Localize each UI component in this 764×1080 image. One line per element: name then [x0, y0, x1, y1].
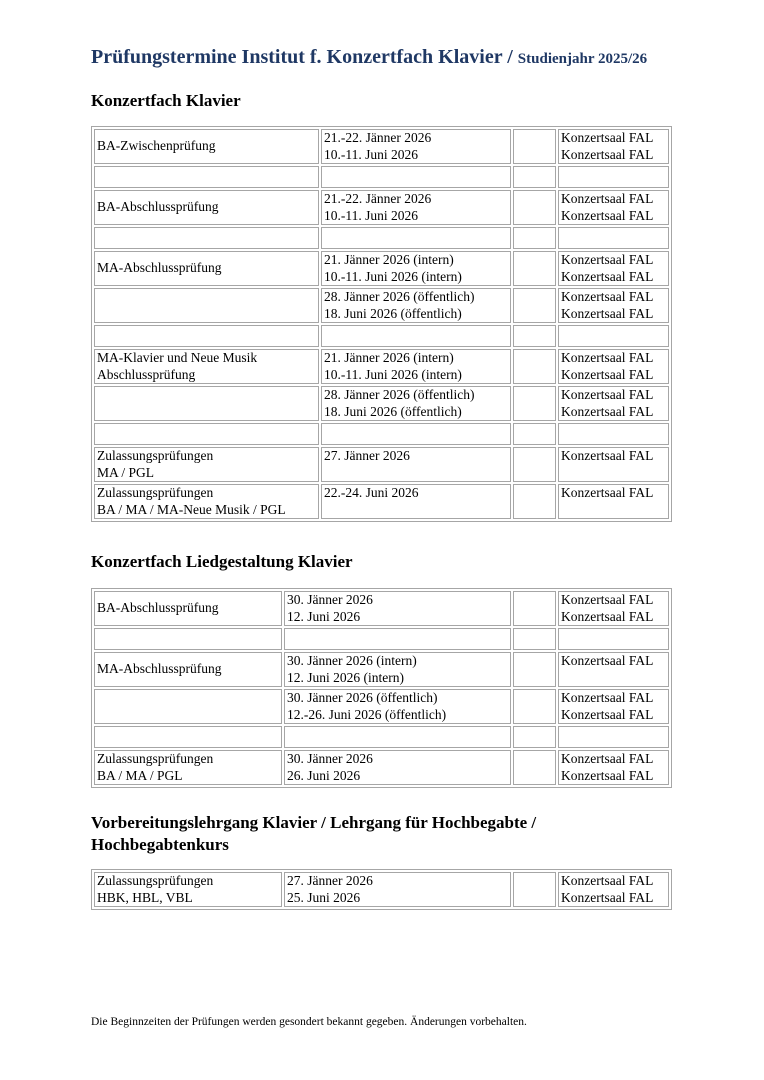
spacer-row — [94, 227, 669, 249]
exam-dates-cell — [321, 349, 511, 384]
exam-room-line: Konzertsaal FAL — [561, 592, 654, 607]
table-row — [94, 129, 669, 164]
exam-room-line: Konzertsaal FAL — [561, 448, 654, 463]
section-heading-liedgestaltung: Konzertfach Liedgestaltung Klavier — [91, 552, 353, 571]
table-row — [94, 689, 669, 724]
exam-name-line: BA / MA / PGL — [97, 767, 183, 783]
exam-name-cell — [94, 166, 319, 188]
exam-name-cell — [94, 386, 319, 421]
exam-dates-cell — [284, 652, 511, 687]
exam-date-line: 21. Jänner 2026 (intern) — [324, 350, 454, 365]
exam-room-line: Konzertsaal FAL — [561, 873, 654, 888]
exam-room-cell — [558, 227, 669, 249]
table-row — [94, 386, 669, 421]
empty-cell — [513, 591, 556, 626]
exam-name-line: Zulassungsprüfungen — [97, 485, 214, 500]
exam-name-line: Abschlussprüfung — [97, 366, 196, 382]
table-row — [94, 484, 669, 519]
exam-date-line: 18. Juni 2026 (öffentlich) — [324, 305, 462, 321]
spacer-row — [94, 726, 669, 748]
exam-name-cell — [94, 652, 282, 687]
exam-dates-cell — [284, 591, 511, 626]
exam-room-line: Konzertsaal FAL — [561, 252, 654, 267]
exam-name-line: MA-Abschlussprüfung — [97, 260, 222, 276]
exam-room-line: Konzertsaal FAL — [561, 350, 654, 365]
empty-cell — [513, 726, 556, 748]
exam-date-line: 12. Juni 2026 (intern) — [287, 669, 404, 685]
empty-cell — [513, 689, 556, 724]
empty-cell — [513, 386, 556, 421]
exam-date-line: 28. Jänner 2026 (öffentlich) — [324, 387, 475, 402]
exam-dates-cell — [284, 872, 511, 907]
footer-note: Die Beginnzeiten der Prüfungen werden gesondert bekannt gegeben. Änderungen vorbehalten. — [91, 1016, 527, 1028]
exam-name-cell — [94, 349, 319, 384]
exam-date-line: 21.-22. Jänner 2026 — [324, 191, 432, 206]
exam-name-cell — [94, 689, 282, 724]
exam-dates-cell — [321, 166, 511, 188]
exam-room-line: Konzertsaal FAL — [561, 305, 654, 321]
exam-date-line: 28. Jänner 2026 (öffentlich) — [324, 289, 475, 304]
spacer-row — [94, 628, 669, 650]
exam-room-line: Konzertsaal FAL — [561, 767, 654, 783]
exam-name-line: BA-Abschlussprüfung — [97, 199, 219, 215]
table-row — [94, 251, 669, 286]
exam-date-line: 21. Jänner 2026 (intern) — [324, 252, 454, 267]
exam-room-cell — [558, 750, 669, 785]
spacer-row — [94, 166, 669, 188]
table-row — [94, 652, 669, 687]
empty-cell — [513, 484, 556, 519]
empty-cell — [513, 872, 556, 907]
exam-date-line: 30. Jänner 2026 — [287, 751, 373, 766]
exam-room-line: Konzertsaal FAL — [561, 289, 654, 304]
exam-room-line: Konzertsaal FAL — [561, 751, 654, 766]
exam-room-line: Konzertsaal FAL — [561, 653, 654, 668]
empty-cell — [513, 288, 556, 323]
exam-dates-cell — [321, 484, 511, 519]
exam-dates-cell — [321, 325, 511, 347]
exam-room-line: Konzertsaal FAL — [561, 706, 654, 722]
exam-name-line: MA-Abschlussprüfung — [97, 661, 222, 677]
exam-date-line: 21.-22. Jänner 2026 — [324, 130, 432, 145]
empty-cell — [513, 652, 556, 687]
empty-cell — [513, 349, 556, 384]
exam-room-line: Konzertsaal FAL — [561, 207, 654, 223]
exam-name-cell — [94, 484, 319, 519]
exam-date-line: 26. Juni 2026 — [287, 767, 361, 783]
exam-dates-cell — [321, 386, 511, 421]
empty-cell — [513, 227, 556, 249]
exam-dates-cell — [284, 628, 511, 650]
empty-cell — [513, 750, 556, 785]
exam-dates-cell — [284, 750, 511, 785]
table-row — [94, 190, 669, 225]
empty-cell — [513, 628, 556, 650]
exam-name-cell — [94, 447, 319, 482]
exam-table-konzertfach-klavier — [91, 126, 672, 522]
exam-name-line: BA-Abschlussprüfung — [97, 600, 219, 616]
exam-date-line: 10.-11. Juni 2026 (intern) — [324, 366, 462, 382]
exam-date-line: 12. Juni 2026 — [287, 608, 361, 624]
table-row — [94, 750, 669, 785]
exam-room-line: Konzertsaal FAL — [561, 889, 654, 905]
title-main: Prüfungstermine Institut f. Konzertfach Klavier / — [91, 46, 518, 68]
exam-room-cell — [558, 447, 669, 482]
exam-date-line: 10.-11. Juni 2026 (intern) — [324, 268, 462, 284]
exam-name-cell — [94, 750, 282, 785]
table-row — [94, 591, 669, 626]
exam-name-cell — [94, 726, 282, 748]
exam-room-cell — [558, 872, 669, 907]
exam-date-line: 25. Juni 2026 — [287, 889, 361, 905]
exam-room-line: Konzertsaal FAL — [561, 268, 654, 284]
exam-room-line: Konzertsaal FAL — [561, 690, 654, 705]
exam-table-liedgestaltung — [91, 588, 672, 788]
empty-cell — [513, 129, 556, 164]
exam-dates-cell — [321, 447, 511, 482]
exam-room-cell — [558, 166, 669, 188]
exam-date-line: 30. Jänner 2026 — [287, 592, 373, 607]
exam-room-cell — [558, 349, 669, 384]
exam-room-cell — [558, 652, 669, 687]
exam-name-line: Zulassungsprüfungen — [97, 873, 214, 888]
section-heading-vorbereitungslehrgang: Vorbereitungslehrgang Klavier / Lehrgang für Hochbegabte / Hochbegabtenkurs — [91, 813, 537, 854]
section-heading-konzertfach-klavier: Konzertfach Klavier — [91, 91, 241, 110]
exam-name-cell — [94, 591, 282, 626]
exam-name-line: BA-Zwischenprüfung — [97, 138, 216, 154]
exam-room-cell — [558, 251, 669, 286]
exam-room-cell — [558, 325, 669, 347]
exam-date-line: 10.-11. Juni 2026 — [324, 207, 418, 223]
exam-dates-cell — [321, 190, 511, 225]
exam-name-cell — [94, 288, 319, 323]
exam-room-line: Konzertsaal FAL — [561, 191, 654, 206]
exam-name-line: MA / PGL — [97, 464, 155, 480]
exam-dates-cell — [321, 129, 511, 164]
table-row — [94, 288, 669, 323]
exam-name-cell — [94, 227, 319, 249]
spacer-row — [94, 423, 669, 445]
exam-room-cell — [558, 591, 669, 626]
empty-cell — [513, 190, 556, 225]
exam-room-line: Konzertsaal FAL — [561, 130, 654, 145]
exam-name-cell — [94, 190, 319, 225]
exam-room-cell — [558, 726, 669, 748]
exam-room-cell — [558, 190, 669, 225]
exam-room-cell — [558, 386, 669, 421]
spacer-row — [94, 325, 669, 347]
exam-dates-cell — [284, 726, 511, 748]
exam-room-line: Konzertsaal FAL — [561, 146, 654, 162]
table-row — [94, 447, 669, 482]
empty-cell — [513, 325, 556, 347]
exam-date-line: 12.-26. Juni 2026 (öffentlich) — [287, 706, 447, 722]
exam-room-line: Konzertsaal FAL — [561, 387, 654, 402]
exam-name-line: Zulassungsprüfungen — [97, 751, 214, 766]
exam-name-cell — [94, 325, 319, 347]
exam-name-line: MA-Klavier und Neue Musik — [97, 350, 258, 365]
exam-date-line: 27. Jänner 2026 — [287, 873, 373, 888]
exam-date-line: 22.-24. Juni 2026 — [324, 485, 419, 500]
exam-table-vorbereitungslehrgang — [91, 869, 672, 910]
exam-room-line: Konzertsaal FAL — [561, 485, 654, 500]
exam-room-cell — [558, 689, 669, 724]
exam-name-line: HBK, HBL, VBL — [97, 889, 193, 905]
exam-name-cell — [94, 628, 282, 650]
exam-name-cell — [94, 129, 319, 164]
table-row — [94, 872, 669, 907]
exam-room-cell — [558, 129, 669, 164]
exam-name-line: BA / MA / MA-Neue Musik / PGL — [97, 501, 286, 517]
exam-name-line: Zulassungsprüfungen — [97, 448, 214, 463]
exam-date-line: 27. Jänner 2026 — [324, 448, 410, 463]
exam-date-line: 30. Jänner 2026 (intern) — [287, 653, 417, 668]
empty-cell — [513, 447, 556, 482]
empty-cell — [513, 423, 556, 445]
table-row — [94, 349, 669, 384]
exam-date-line: 18. Juni 2026 (öffentlich) — [324, 403, 462, 419]
exam-date-line: 30. Jänner 2026 (öffentlich) — [287, 690, 438, 705]
exam-room-line: Konzertsaal FAL — [561, 366, 654, 382]
exam-room-cell — [558, 423, 669, 445]
title-academic-year: Studienjahr 2025/26 — [517, 51, 648, 67]
exam-date-line: 10.-11. Juni 2026 — [324, 146, 418, 162]
page-title — [91, 46, 647, 69]
exam-room-cell — [558, 484, 669, 519]
exam-name-cell — [94, 423, 319, 445]
exam-dates-cell — [321, 288, 511, 323]
exam-dates-cell — [321, 251, 511, 286]
exam-room-line: Konzertsaal FAL — [561, 403, 654, 419]
exam-dates-cell — [321, 227, 511, 249]
exam-room-cell — [558, 628, 669, 650]
exam-room-cell — [558, 288, 669, 323]
exam-dates-cell — [284, 689, 511, 724]
exam-dates-cell — [321, 423, 511, 445]
empty-cell — [513, 251, 556, 286]
empty-cell — [513, 166, 556, 188]
exam-name-cell — [94, 251, 319, 286]
exam-name-cell — [94, 872, 282, 907]
exam-room-line: Konzertsaal FAL — [561, 608, 654, 624]
